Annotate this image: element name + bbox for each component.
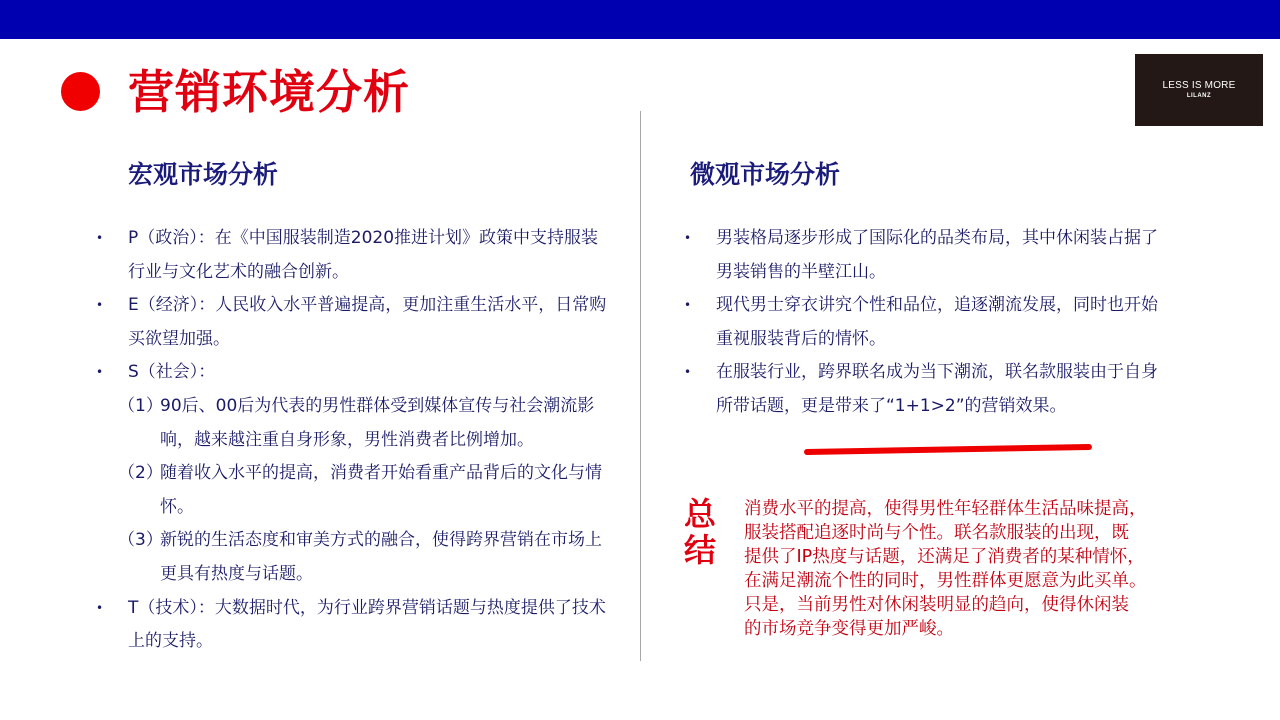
page-title: 营销环境分析 bbox=[128, 65, 410, 119]
subitem-number: （2） bbox=[118, 463, 163, 484]
micro-item-text: 在服装行业，跨界联名成为当下潮流，联名款服装由于自身所带话题，更是带来了“1+1>2”的营销效果。 bbox=[716, 362, 1158, 416]
bullet-icon: • bbox=[684, 298, 692, 313]
micro-analysis-list bbox=[682, 222, 1162, 424]
macro-item-text: T（技术）：大数据时代，为行业跨界营销话题与热度提供了技术上的支持。 bbox=[128, 597, 606, 652]
bullet-icon: • bbox=[96, 600, 104, 615]
summary-label-char-2: 结 bbox=[684, 531, 717, 569]
micro-item-text: 现代男士穿衣讲究个性和品位，追逐潮流发展，同时也开始重视服装背后的情怀。 bbox=[716, 295, 1158, 349]
top-banner-bar bbox=[0, 0, 1280, 39]
summary-line: 只是，当前男性对休闲装明显的趋向，使得休闲装 bbox=[744, 595, 1129, 615]
micro-item-text: 男装格局逐步形成了国际化的品类布局，其中休闲装占据了男装销售的半壁江山。 bbox=[716, 228, 1158, 282]
summary-paragraph bbox=[744, 497, 1234, 641]
title-bullet-dot-icon bbox=[61, 72, 100, 111]
summary-line: 消费水平的提高，使得男性年轻群体生活品味提高， bbox=[744, 499, 1147, 519]
macro-analysis-list bbox=[94, 222, 614, 659]
macro-item-economy bbox=[94, 289, 614, 356]
subitem-text: 随着收入水平的提高，消费者开始看重产品背后的文化与情怀。 bbox=[160, 463, 602, 517]
subitem-text: 新锐的生活态度和审美方式的融合，使得跨界营销在市场上更具有热度与话题。 bbox=[160, 530, 602, 584]
micro-item bbox=[682, 222, 1162, 289]
subitem-number: （3） bbox=[118, 530, 163, 551]
society-subitem-1 bbox=[94, 390, 614, 457]
summary-line: 的市场竞争变得更加严峻。 bbox=[744, 619, 954, 639]
summary-label bbox=[684, 496, 720, 568]
summary-line: 在满足潮流个性的同时，男性群体更愿意为此买单。 bbox=[744, 571, 1147, 591]
macro-item-text: P（政治）：在《中国服装制造2020推进计划》政策中支持服装行业与文化艺术的融合创新。 bbox=[128, 228, 599, 282]
summary-line: 服装搭配追逐时尚与个性。联名款服装的出现，既 bbox=[744, 523, 1129, 543]
macro-item-text: E（经济）：人民收入水平普遍提高，更加注重生活水平，日常购买欲望加强。 bbox=[128, 295, 607, 349]
logo-brand-name: LILANZ bbox=[1186, 93, 1212, 99]
society-subitem-2 bbox=[94, 457, 614, 524]
society-subitem-3 bbox=[94, 524, 614, 591]
bullet-icon: • bbox=[96, 298, 104, 313]
summary-label-char-1: 总 bbox=[684, 495, 717, 533]
macro-item-society bbox=[94, 356, 614, 390]
subitem-text: 90后、00后为代表的男性群体受到媒体宣传与社会潮流影响，越来越注重自身形象，男性消费者比例增加。 bbox=[160, 395, 595, 450]
macro-analysis-heading: 宏观市场分析 bbox=[128, 160, 279, 189]
summary-line: 提供了IP热度与话题，还满足了消费者的某种情怀， bbox=[744, 547, 1145, 567]
micro-item bbox=[682, 289, 1162, 356]
bullet-icon: • bbox=[684, 231, 692, 245]
subitem-number: （1） bbox=[118, 395, 163, 416]
macro-item-technology bbox=[94, 592, 614, 659]
macro-item-text: S（社会）： bbox=[128, 362, 216, 383]
logo-tagline: LESS IS MORE bbox=[1162, 80, 1236, 91]
macro-item-politics bbox=[94, 222, 614, 289]
micro-analysis-heading: 微观市场分析 bbox=[690, 160, 841, 189]
micro-item bbox=[682, 356, 1162, 423]
bullet-icon: • bbox=[96, 365, 104, 380]
brand-logo bbox=[1135, 54, 1263, 126]
red-highlight-stroke bbox=[804, 444, 1092, 455]
bullet-icon: • bbox=[684, 365, 692, 380]
column-divider bbox=[640, 111, 641, 661]
bullet-icon: • bbox=[96, 231, 104, 245]
